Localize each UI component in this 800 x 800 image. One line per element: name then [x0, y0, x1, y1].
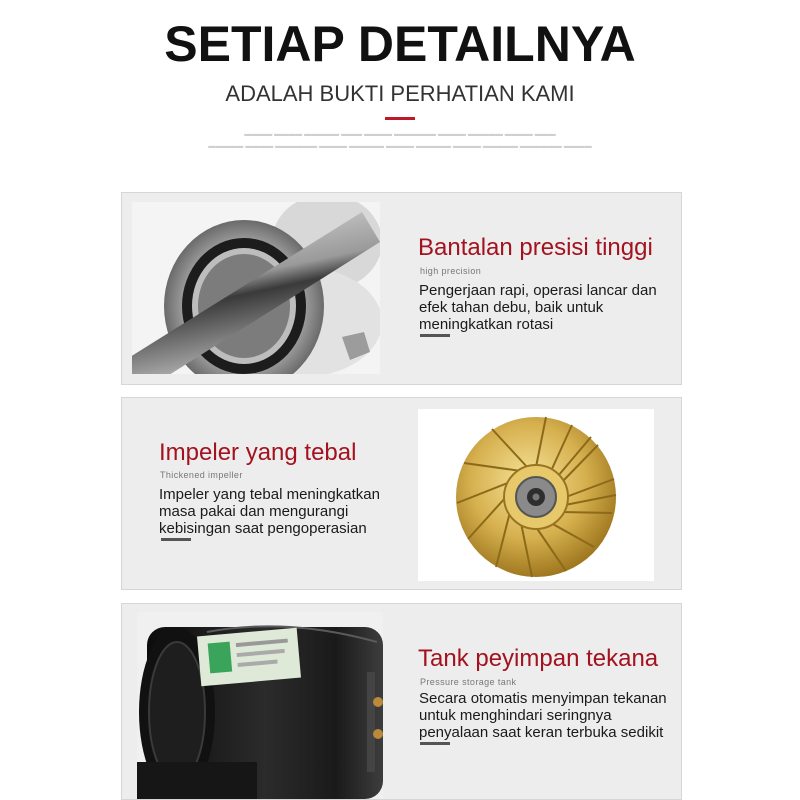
feature-underline: [420, 742, 450, 745]
subtitle-accent-bar: [385, 117, 415, 120]
feature-description: Impeler yang tebal meningkatkan masa pakai dan mengurangi kebisingan saat pengoperasian: [159, 486, 380, 537]
faint-text-line: ▬▬▬▬▬ ▬▬▬▬ ▬▬▬▬▬▬ ▬▬▬▬ ▬▬▬▬▬ ▬▬▬▬ ▬▬▬▬▬ ▬▬▬▬ ▬▬▬▬▬ ▬▬▬▬▬▬ ▬▬▬▬: [208, 143, 592, 150]
feature-description: Secara otomatis menyimpan tekanan untuk menghindari seringnya penyalaan saat keran terbuka sedikit: [419, 690, 667, 741]
faint-text-line: ▬▬▬▬ ▬▬▬▬ ▬▬▬▬▬ ▬▬▬ ▬▬▬▬ ▬▬▬▬▬▬ ▬▬▬▬ ▬▬▬▬▬ ▬▬▬▬ ▬▬▬: [244, 131, 556, 138]
feature-card-bearing: [121, 192, 682, 385]
brass-impeller-photo: [418, 409, 654, 581]
feature-title: Impeler yang tebal: [159, 439, 357, 466]
feature-card-impeller: [121, 397, 682, 590]
pump-motor-tank-photo: [137, 612, 383, 799]
feature-underline: [161, 538, 191, 541]
feature-subtitle: Pressure storage tank: [420, 677, 517, 687]
feature-description: Pengerjaan rapi, operasi lancar dan efek tahan debu, baik untuk meningkatkan rotasi: [419, 282, 657, 333]
feature-underline: [420, 334, 450, 337]
feature-title: Tank peyimpan tekana: [418, 645, 659, 672]
page-subtitle: ADALAH BUKTI PERHATIAN KAMI: [225, 81, 575, 106]
feature-card-tank: [121, 603, 682, 800]
feature-subtitle: high precision: [420, 266, 482, 276]
precision-bearing-photo: [132, 202, 380, 374]
feature-subtitle: Thickened impeller: [160, 470, 243, 480]
feature-title: Bantalan presisi tinggi: [418, 234, 653, 261]
page-title: SETIAP DETAILNYA: [164, 16, 636, 72]
